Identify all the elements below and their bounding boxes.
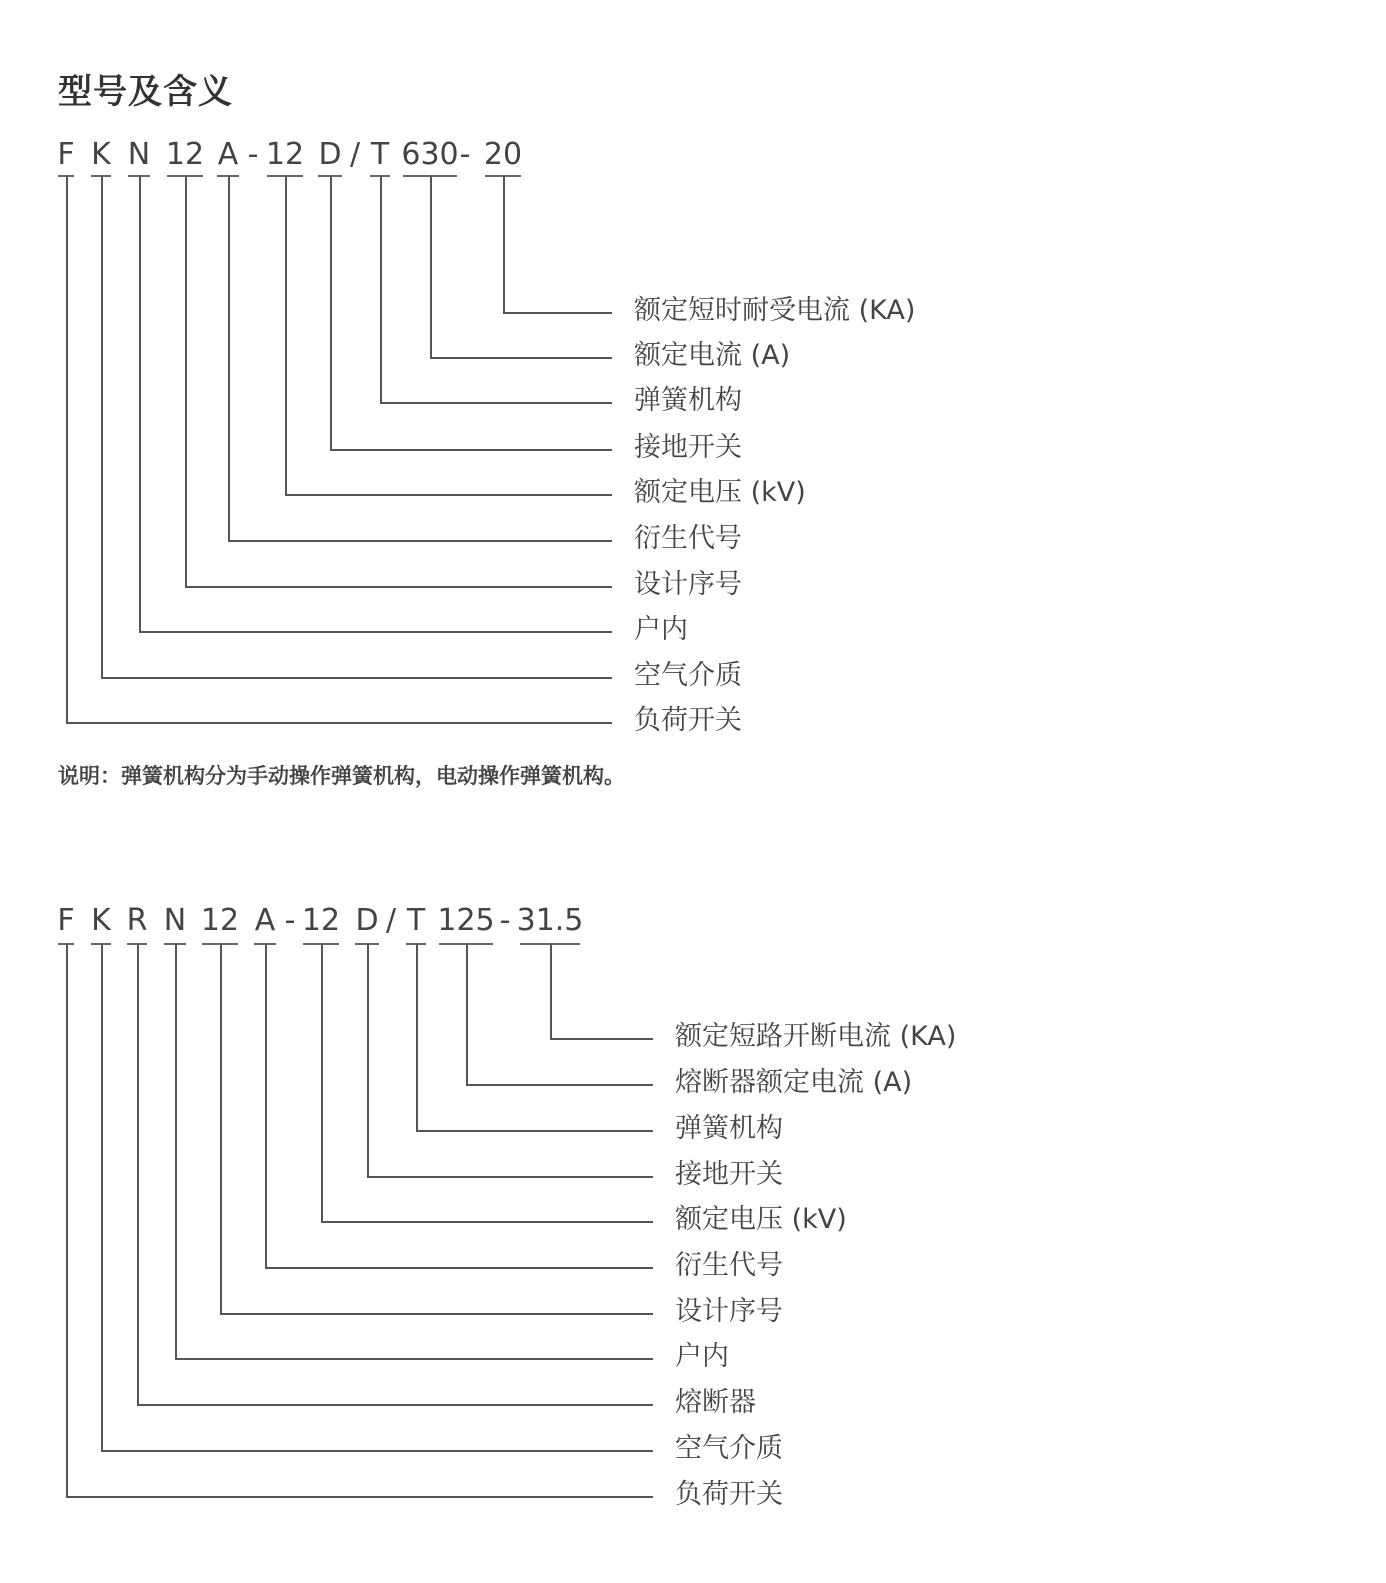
code-segment: D — [355, 903, 379, 938]
leader-vertical — [101, 175, 103, 677]
code-segment: - — [247, 137, 259, 172]
page-title: 型号及含义 — [58, 72, 233, 112]
meaning-label: 设计序号 — [675, 1296, 783, 1327]
leader-horizontal — [321, 1221, 653, 1223]
leader-horizontal — [137, 1404, 653, 1406]
leader-horizontal — [503, 312, 612, 314]
meaning-label: 熔断器 — [675, 1387, 756, 1418]
code-segment: / — [349, 137, 361, 172]
leader-vertical — [416, 943, 418, 1130]
code-segment: 31.5 — [516, 903, 584, 938]
leader-horizontal — [380, 402, 612, 404]
meaning-label: 负荷开关 — [675, 1479, 783, 1510]
leader-horizontal — [330, 449, 612, 451]
code-segment: A — [217, 137, 239, 172]
leader-horizontal — [430, 357, 612, 359]
leader-vertical — [550, 943, 552, 1038]
leader-horizontal — [101, 1450, 653, 1452]
meaning-label: 户内 — [634, 614, 688, 645]
explanation-note: 说明：弹簧机构分为手动操作弹簧机构，电动操作弹簧机构。 — [58, 764, 625, 788]
leader-horizontal — [466, 1084, 653, 1086]
leader-horizontal — [175, 1358, 653, 1360]
meaning-label: 接地开关 — [634, 432, 742, 463]
leader-vertical — [466, 943, 468, 1084]
leader-horizontal — [139, 631, 612, 633]
leader-horizontal — [550, 1038, 653, 1040]
leader-horizontal — [66, 722, 612, 724]
meaning-label: 设计序号 — [634, 569, 742, 600]
meaning-label: 空气介质 — [634, 660, 742, 691]
leader-vertical — [330, 175, 332, 449]
code-segment: N — [163, 903, 187, 938]
meaning-label: 额定电压 (kV) — [634, 477, 806, 508]
leader-vertical — [175, 943, 177, 1358]
meaning-label: 负荷开关 — [634, 705, 742, 736]
code-segment: 630 — [401, 137, 459, 172]
code-segment: T — [406, 903, 426, 938]
meaning-label: 衍生代号 — [675, 1250, 783, 1281]
meaning-label: 弹簧机构 — [634, 385, 742, 416]
code-segment: A — [254, 903, 276, 938]
meaning-label: 空气介质 — [675, 1433, 783, 1464]
code-segment: K — [91, 137, 111, 172]
leader-horizontal — [220, 1313, 653, 1315]
meaning-label: 弹簧机构 — [675, 1113, 783, 1144]
code-segment: T — [370, 137, 390, 172]
code-segment: N — [127, 137, 151, 172]
code-segment: F — [57, 903, 75, 938]
code-segment: / — [385, 903, 397, 938]
meaning-label: 熔断器额定电流 (A) — [675, 1067, 913, 1098]
code-segment: 12 — [301, 903, 341, 938]
code-segment: 12 — [165, 137, 205, 172]
code-segment: - — [459, 137, 471, 172]
code-segment: 125 — [437, 903, 495, 938]
leader-vertical — [380, 175, 382, 402]
meaning-label: 额定短路开断电流 (KA) — [675, 1021, 957, 1052]
leader-horizontal — [66, 1496, 653, 1498]
leader-vertical — [367, 943, 369, 1176]
meaning-label: 衍生代号 — [634, 523, 742, 554]
code-segment: 20 — [483, 137, 523, 172]
code-segment: 12 — [200, 903, 240, 938]
leader-horizontal — [265, 1267, 653, 1269]
meaning-label: 户内 — [675, 1341, 729, 1372]
code-segment: - — [499, 903, 511, 938]
leader-vertical — [228, 175, 230, 540]
code-segment: R — [126, 903, 148, 938]
leader-horizontal — [416, 1130, 653, 1132]
leader-vertical — [137, 943, 139, 1404]
meaning-label: 额定电压 (kV) — [675, 1204, 847, 1235]
code-segment: K — [91, 903, 111, 938]
meaning-label: 额定短时耐受电流 (KA) — [634, 295, 916, 326]
leader-vertical — [185, 175, 187, 586]
leader-vertical — [285, 175, 287, 494]
code-segment: F — [57, 137, 75, 172]
meaning-label: 额定电流 (A) — [634, 340, 791, 371]
leader-horizontal — [101, 677, 612, 679]
leader-vertical — [101, 943, 103, 1450]
leader-horizontal — [367, 1176, 653, 1178]
leader-horizontal — [285, 494, 612, 496]
leader-vertical — [321, 943, 323, 1221]
leader-vertical — [265, 943, 267, 1267]
code-segment: D — [318, 137, 342, 172]
leader-vertical — [66, 943, 68, 1496]
leader-vertical — [430, 175, 432, 357]
leader-vertical — [139, 175, 141, 631]
leader-vertical — [66, 175, 68, 722]
code-segment: - — [284, 903, 296, 938]
leader-vertical — [220, 943, 222, 1313]
leader-vertical — [503, 175, 505, 312]
leader-horizontal — [228, 540, 612, 542]
leader-horizontal — [185, 586, 612, 588]
code-segment: 12 — [265, 137, 305, 172]
meaning-label: 接地开关 — [675, 1159, 783, 1190]
